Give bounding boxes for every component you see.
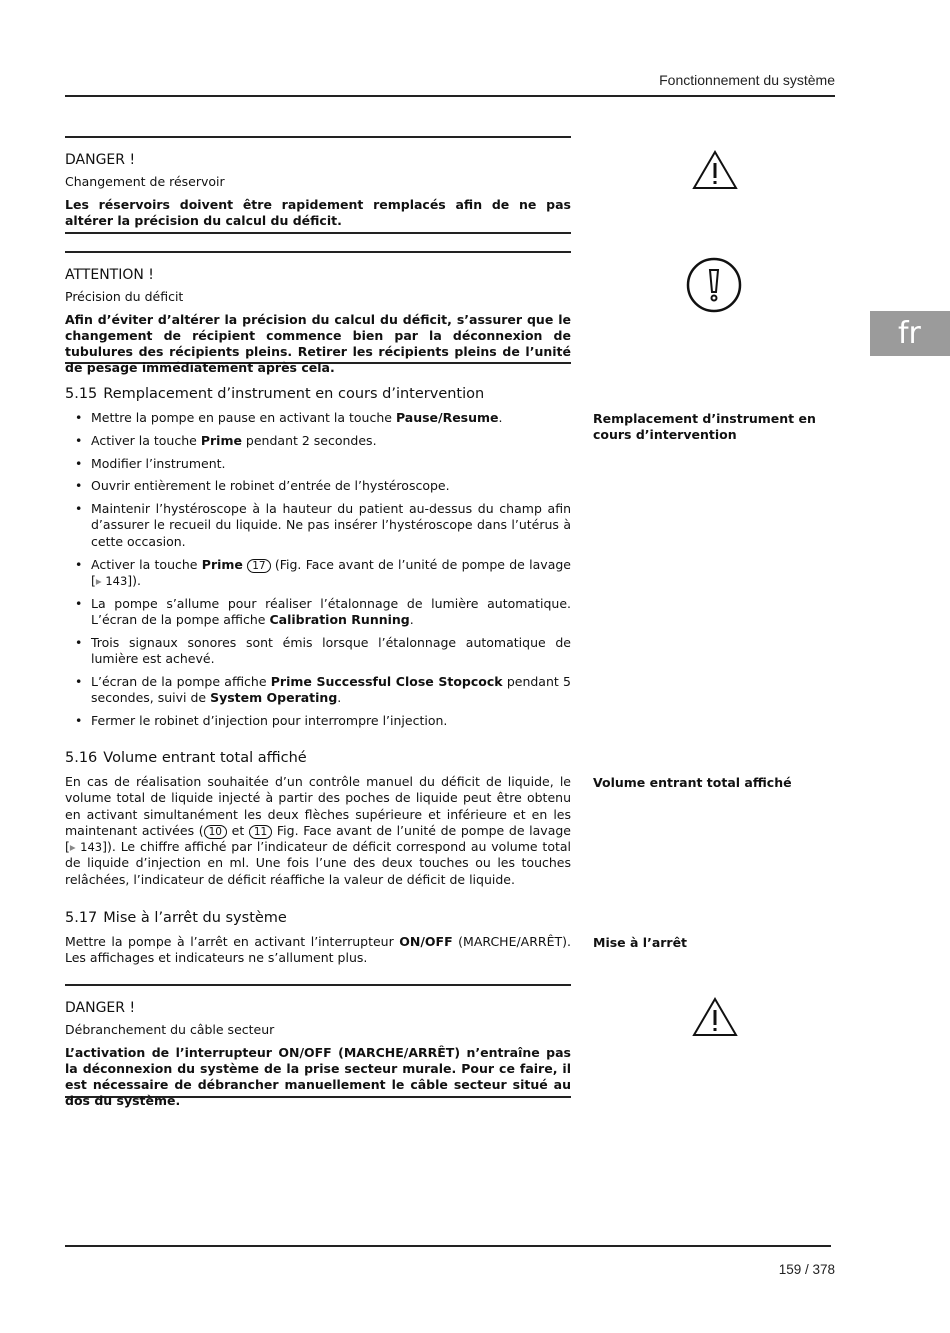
attention-box-deficit (65, 251, 571, 375)
side-label-instrument: Remplacement d’instrument en cours d’intervention (593, 411, 816, 442)
danger-subtitle: Débranchement du câble secteur (65, 1022, 275, 1037)
section-5-17-heading (65, 910, 287, 926)
section-title: Remplacement d’instrument en cours d’intervention (103, 386, 485, 402)
callout-number: 10 (204, 825, 227, 839)
list-item: • L’écran de la pompe affiche Prime Successful Close Stopcock pendant 5 secondes, suivi de System Operating. (65, 674, 571, 707)
danger-subtitle: Changement de réservoir (65, 174, 225, 189)
page-ref-link[interactable]: 143 (75, 840, 103, 855)
section-5-15-heading (65, 386, 484, 402)
header-rule (65, 95, 835, 97)
list-item: • Modifier l’instrument. (65, 456, 571, 472)
danger-body: L’activation de l’interrupteur ON/OFF (MARCHE/ARRÊT) n’entraîne pas la déconnexion du système de la prise secteur murale. Pour ce faire, il est nécessaire de débrancher manuellement le câble secteur situé au dos du système. (65, 1045, 571, 1108)
callout-number: 17 (247, 559, 270, 573)
attention-body: Afin d’éviter d’altérer la précision du calcul du déficit, s’assurer que le changement de récipient commence bien par la déconnexion de tubulures des récipients pleins. Retirer les récipients pleins de l’unité de pesage immédiatement après cela. (65, 312, 571, 375)
side-label-volume: Volume entrant total affiché (593, 775, 792, 790)
section-number: 5.17 (65, 910, 98, 926)
list-item: • Fermer le robinet d’injection pour interrompre l’injection. (65, 713, 571, 729)
list-item: • Activer la touche Prime pendant 2 secondes. (65, 433, 571, 449)
page-ref-arrow-icon: ▸ (69, 840, 76, 855)
callout-number: 11 (249, 825, 272, 839)
caution-circle-icon (686, 257, 742, 313)
danger-title: DANGER ! (65, 1000, 136, 1016)
section-number: 5.15 (65, 386, 98, 402)
page-ref-arrow-icon: ▸ (95, 573, 102, 588)
section-title: Volume entrant total affiché (103, 750, 307, 766)
side-label-shutdown: Mise à l’arrêt (593, 935, 688, 950)
danger-body: Les réservoirs doivent être rapidement remplacés afin de ne pas altérer la précision du calcul du déficit. (65, 197, 571, 228)
warning-triangle-icon (692, 150, 738, 190)
instrument-steps-list (65, 410, 571, 736)
list-item: • Ouvrir entièrement le robinet d’entrée de l’hystéroscope. (65, 478, 571, 494)
section-5-16-heading (65, 750, 307, 766)
shutdown-paragraph: Mettre la pompe à l’arrêt en activant l’interrupteur ON/OFF (MARCHE/ARRÊT). Les affichages et indicateurs ne s’allument plus. (65, 934, 571, 966)
page-number: 159 / 378 (778, 1262, 835, 1277)
section-number: 5.16 (65, 750, 98, 766)
language-tab: fr (870, 311, 950, 356)
danger-title: DANGER ! (65, 152, 136, 168)
danger-box-mains-cable (65, 984, 571, 1108)
list-item: • Mettre la pompe en pause en activant la touche Pause/Resume. (65, 410, 571, 426)
list-item: • Trois signaux sonores sont émis lorsque l’étalonnage automatique de lumière est achevé. (65, 635, 571, 668)
list-item: • La pompe s’allume pour réaliser l’étalonnage de lumière automatique. L’écran de la pompe affiche Calibration Running. (65, 596, 571, 629)
attention-title: ATTENTION ! (65, 267, 154, 283)
page-ref-link[interactable]: 143 (101, 573, 128, 588)
attention-subtitle: Précision du déficit (65, 289, 184, 304)
volume-paragraph: En cas de réalisation souhaitée d’un contrôle manuel du déficit de liquide, le volume total de liquide injecté à partir des poches de liquide peut être obtenu en activant simultanément les deux flèches supérieure et inférieure et en les maintenant activées ( 10 et 11 Fig. Face avant de l’unité de pompe de lavage [▸ 143]). Le chiffre affiché par l’indicateur de déficit correspond au volume total de liquide d’injection en ml. Une fois l’une des deux touches ou les touches relâchées, l’indicateur de déficit réaffiche la valeur de déficit de liquide. (65, 774, 571, 887)
danger-box-reservoir (65, 136, 571, 234)
warning-triangle-icon (692, 997, 738, 1037)
section-title: Mise à l’arrêt du système (103, 910, 287, 926)
list-item: • Activer la touche Prime 17 (Fig. Face avant de l’unité de pompe de lavage [▸ 143]). (65, 557, 571, 590)
list-item: • Maintenir l’hystéroscope à la hauteur du patient au-dessus du champ afin d’assurer le recueil du liquide. Ne pas insérer l’hystéroscope dans l’utérus à cette occasion. (65, 501, 571, 550)
running-header: Fonctionnement du système (659, 72, 835, 88)
footer-rule (65, 1245, 831, 1247)
